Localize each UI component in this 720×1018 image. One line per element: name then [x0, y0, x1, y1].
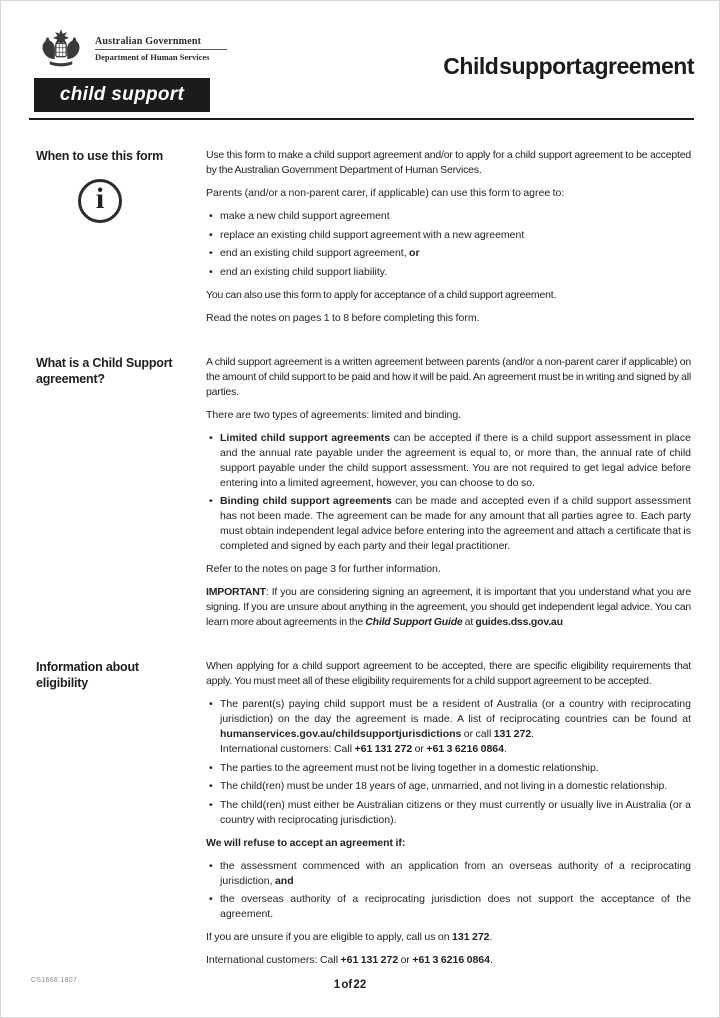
government-line1: Australian Government: [95, 36, 202, 47]
paragraph: Parents (and/or a non-parent carer, if applicable) can use this form to agree to:: [206, 187, 565, 199]
child-support-brand-label: child support: [59, 84, 185, 105]
list-item: • The child(ren) must be under 18 years of age, unmarried, and not living in a domestic relationship.: [220, 779, 691, 794]
paragraph: Refer to the notes on page 3 for further information.: [206, 563, 441, 575]
page-number: 1 of 22: [333, 979, 367, 991]
section-what-is-agreement: [36, 355, 691, 639]
list-item: • replace an existing child support agreement with a new agreement: [220, 228, 691, 243]
page-header: [34, 27, 227, 112]
paragraph: You can also use this form to apply for acceptance of a child support agreement.: [206, 288, 557, 301]
paragraph: International customers: Call +61 131 272 or +61 3 6216 0864.: [206, 954, 493, 966]
list-item: • Limited child support agreements can be accepted if there is a child support assessment in place and the annual rate payable under the agreement is equal to, or more than, the annual rate of child support payable under the child support assessment. You are not required to get legal advice before entering into a limited agreement, however, you can choose to do so.: [220, 431, 691, 491]
list-item: • The parties to the agreement must not be living together in a domestic relationship.: [220, 761, 691, 776]
page-title: Child support agreement: [443, 53, 694, 79]
list-item: • the assessment commenced with an application from an overseas authority of a reciprocating jurisdiction, and: [220, 859, 691, 889]
paragraph: There are two types of agreements: limited and binding.: [206, 408, 462, 421]
list-item: • the overseas authority of a reciprocating jurisdiction does not support the acceptance of the agreement.: [220, 892, 691, 922]
form-code: CS1666.1807: [31, 977, 78, 984]
list-item: • The child(ren) must either be Australian citizens or they must currently or usually live in Australia (or a country with reciprocating jurisdiction).: [220, 798, 691, 828]
list-item: • Binding child support agreements can be made and accepted even if a child support assessment has not been made. The agreement can be made for any amount that all parties agree to. Each party must obtain independent legal advice before entering into the agreement and attach a certificate that is completed and signed by each party and their legal practitioner.: [220, 494, 691, 554]
section-heading: Information about eligibility: [36, 660, 139, 691]
info-icon: i: [78, 179, 122, 223]
document-content: [36, 148, 691, 997]
refuse-heading: We will refuse to accept an agreement if:: [206, 836, 406, 849]
section-heading: When to use this form: [36, 149, 164, 163]
government-logo-block: [34, 27, 227, 73]
paragraph-important: IMPORTANT: If you are considering signing an agreement, it is important that you understand what you are signing. If you are unsure about anything in the agreement, you should get independent legal advice. You can learn more about agreements in the Child Support Guide at guides.dss.gov.au: [206, 586, 691, 628]
list-item: • end an existing child support agreement, or: [220, 246, 691, 261]
bullet-list: [206, 697, 691, 828]
bullet-list: [206, 209, 691, 280]
bullet-list: [206, 431, 691, 555]
australian-coat-of-arms-icon: [34, 27, 88, 73]
government-text: [95, 27, 227, 62]
list-item: • The parent(s) paying child support must be a resident of Australia (or a country with reciprocating jurisdiction) on the day the agreement is made. A list of reciprocating countries can be found at humanservices.gov.au/childsupportjurisdictions or call 131 272. International customers: Call +61 131 272 or +61 3 6216 0864.: [220, 697, 691, 757]
paragraph: If you are unsure if you are eligible to apply, call us on 131 272.: [206, 931, 493, 943]
paragraph: Read the notes on pages 1 to 8 before completing this form.: [206, 311, 480, 324]
paragraph: When applying for a child support agreement to be accepted, there are specific eligibility requirements that apply. You must meet all of these eligibility requirements for a child support agreement to be accepted.: [206, 660, 691, 687]
list-item: • end an existing child support liability.: [220, 265, 691, 280]
paragraph: A child support agreement is a written agreement between parents (and/or a non-parent carer if applicable) on the amount of child support to be paid and how it will be paid. An agreement must be in writing and signed by all parties.: [206, 355, 691, 398]
child-support-brand-box: [34, 78, 210, 112]
section-heading: What is a Child Support agreement?: [36, 355, 173, 386]
list-item: • make a new child support agreement: [220, 209, 691, 224]
government-divider: [95, 49, 227, 50]
government-line2: Department of Human Services: [95, 52, 210, 62]
section-when-to-use: [36, 148, 691, 334]
paragraph: Use this form to make a child support agreement and/or to apply for a child support agreement to be accepted by the Australian Government Department of Human Services.: [206, 149, 691, 176]
header-divider: [29, 118, 694, 120]
bullet-list: [206, 859, 691, 923]
section-eligibility: [36, 659, 691, 976]
